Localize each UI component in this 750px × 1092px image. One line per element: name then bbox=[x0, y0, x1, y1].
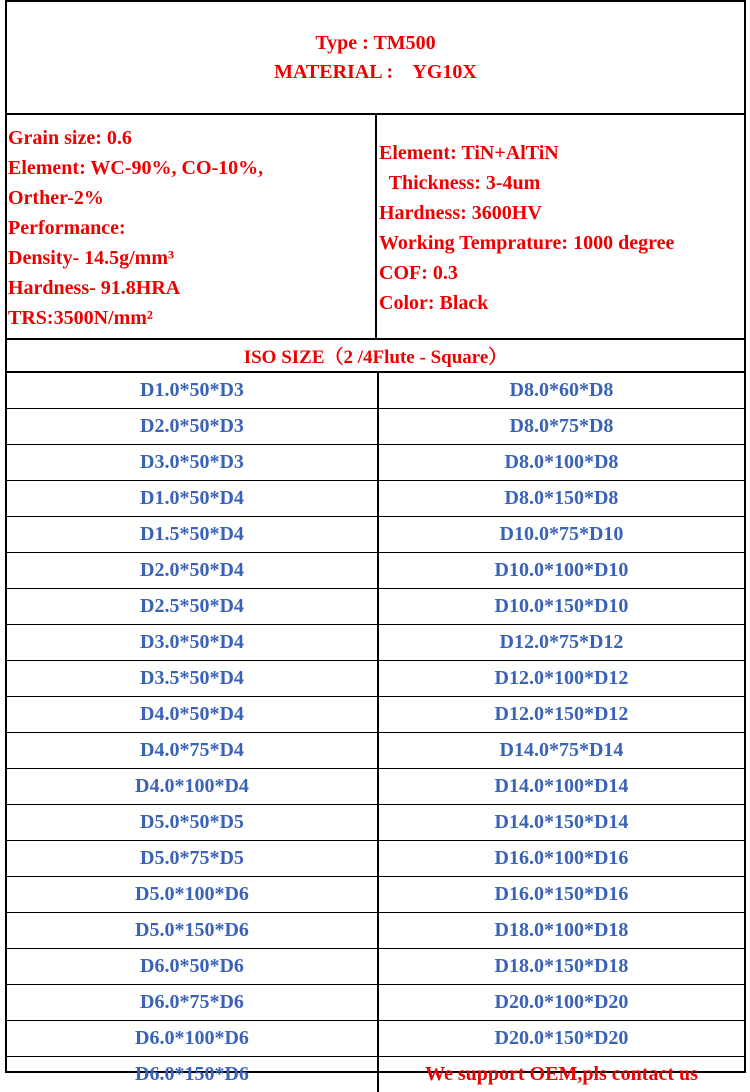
size-cell-left: D6.0*75*D6 bbox=[7, 985, 378, 1021]
table-row bbox=[7, 805, 744, 841]
spec-sheet bbox=[5, 0, 746, 1073]
size-cell-left: D3.5*50*D4 bbox=[7, 661, 378, 697]
size-cell-right: D8.0*75*D8 bbox=[378, 409, 744, 445]
size-cell-right: D10.0*150*D10 bbox=[378, 589, 744, 625]
coating-thickness: Thickness: 3-4um bbox=[379, 168, 744, 198]
size-cell-left: D4.0*100*D4 bbox=[7, 769, 378, 805]
table-row bbox=[7, 589, 744, 625]
size-cell-left: D6.0*50*D6 bbox=[7, 949, 378, 985]
size-cell-right: D14.0*150*D14 bbox=[378, 805, 744, 841]
grain-size: Grain size: 0.6 bbox=[8, 123, 375, 153]
density: Density- 14.5g/mm³ bbox=[8, 243, 375, 273]
performance-heading: Performance: bbox=[8, 213, 375, 243]
size-cell-right: D14.0*75*D14 bbox=[378, 733, 744, 769]
size-cell-left: D1.5*50*D4 bbox=[7, 517, 378, 553]
iso-size-header: ISO SIZE（2 /4Flute - Square） bbox=[7, 340, 744, 373]
size-cell-left: D2.0*50*D3 bbox=[7, 409, 378, 445]
size-cell-right: D18.0*150*D18 bbox=[378, 949, 744, 985]
title-block bbox=[7, 2, 744, 115]
material-grade: MATERIAL : YG10X bbox=[274, 58, 477, 87]
table-row bbox=[7, 625, 744, 661]
substrate-specs bbox=[7, 115, 377, 338]
coating-color: Color: Black bbox=[379, 288, 744, 318]
size-cell-right: D8.0*100*D8 bbox=[378, 445, 744, 481]
cof: COF: 0.3 bbox=[379, 258, 744, 288]
size-cell-left: D3.0*50*D3 bbox=[7, 445, 378, 481]
table-row bbox=[7, 949, 744, 985]
table-row bbox=[7, 661, 744, 697]
size-cell-right: D8.0*60*D8 bbox=[378, 373, 744, 409]
size-cell-right: D18.0*100*D18 bbox=[378, 913, 744, 949]
table-row bbox=[7, 373, 744, 409]
size-table-body bbox=[7, 373, 744, 1092]
table-row bbox=[7, 517, 744, 553]
element-composition: Element: WC-90%, CO-10%, bbox=[8, 153, 375, 183]
size-cell-right: D12.0*75*D12 bbox=[378, 625, 744, 661]
table-row bbox=[7, 697, 744, 733]
size-cell-right: D16.0*100*D16 bbox=[378, 841, 744, 877]
size-cell-left: D5.0*150*D6 bbox=[7, 913, 378, 949]
spec-block bbox=[7, 115, 744, 340]
coating-specs bbox=[377, 115, 744, 338]
size-cell-left: D5.0*50*D5 bbox=[7, 805, 378, 841]
substrate-hardness: Hardness- 91.8HRA bbox=[8, 273, 375, 303]
table-row bbox=[7, 985, 744, 1021]
trs: TRS:3500N/mm² bbox=[8, 303, 375, 333]
size-cell-right: D10.0*100*D10 bbox=[378, 553, 744, 589]
size-cell-right: D20.0*100*D20 bbox=[378, 985, 744, 1021]
size-cell-right: D20.0*150*D20 bbox=[378, 1021, 744, 1057]
table-row bbox=[7, 553, 744, 589]
table-row bbox=[7, 877, 744, 913]
table-row bbox=[7, 913, 744, 949]
table-row bbox=[7, 445, 744, 481]
size-cell-right: D12.0*150*D12 bbox=[378, 697, 744, 733]
table-row bbox=[7, 769, 744, 805]
size-cell-right: D10.0*75*D10 bbox=[378, 517, 744, 553]
size-table bbox=[7, 373, 744, 1092]
size-cell-left: D3.0*50*D4 bbox=[7, 625, 378, 661]
table-row bbox=[7, 1057, 744, 1092]
table-row bbox=[7, 409, 744, 445]
size-cell-right: D14.0*100*D14 bbox=[378, 769, 744, 805]
size-cell-left: D4.0*75*D4 bbox=[7, 733, 378, 769]
element-other: Orther-2% bbox=[8, 183, 375, 213]
oem-contact-note: We support OEM,pls contact us bbox=[378, 1057, 744, 1092]
size-cell-left: D5.0*100*D6 bbox=[7, 877, 378, 913]
size-cell-left: D2.0*50*D4 bbox=[7, 553, 378, 589]
table-row bbox=[7, 841, 744, 877]
size-cell-left: D1.0*50*D3 bbox=[7, 373, 378, 409]
size-cell-right: D12.0*100*D12 bbox=[378, 661, 744, 697]
size-cell-left: D5.0*75*D5 bbox=[7, 841, 378, 877]
table-row bbox=[7, 733, 744, 769]
coating-element: Element: TiN+AlTiN bbox=[379, 138, 744, 168]
working-temperature: Working Temprature: 1000 degree bbox=[379, 228, 744, 258]
size-cell-left: D2.5*50*D4 bbox=[7, 589, 378, 625]
coating-hardness: Hardness: 3600HV bbox=[379, 198, 744, 228]
size-cell-right: D16.0*150*D16 bbox=[378, 877, 744, 913]
size-cell-right: D8.0*150*D8 bbox=[378, 481, 744, 517]
table-row bbox=[7, 1021, 744, 1057]
size-cell-left: D4.0*50*D4 bbox=[7, 697, 378, 733]
size-cell-left: D6.0*100*D6 bbox=[7, 1021, 378, 1057]
table-row bbox=[7, 481, 744, 517]
size-cell-left: D1.0*50*D4 bbox=[7, 481, 378, 517]
product-type: Type : TM500 bbox=[315, 29, 435, 58]
size-cell-left: D6.0*150*D6 bbox=[7, 1057, 378, 1092]
